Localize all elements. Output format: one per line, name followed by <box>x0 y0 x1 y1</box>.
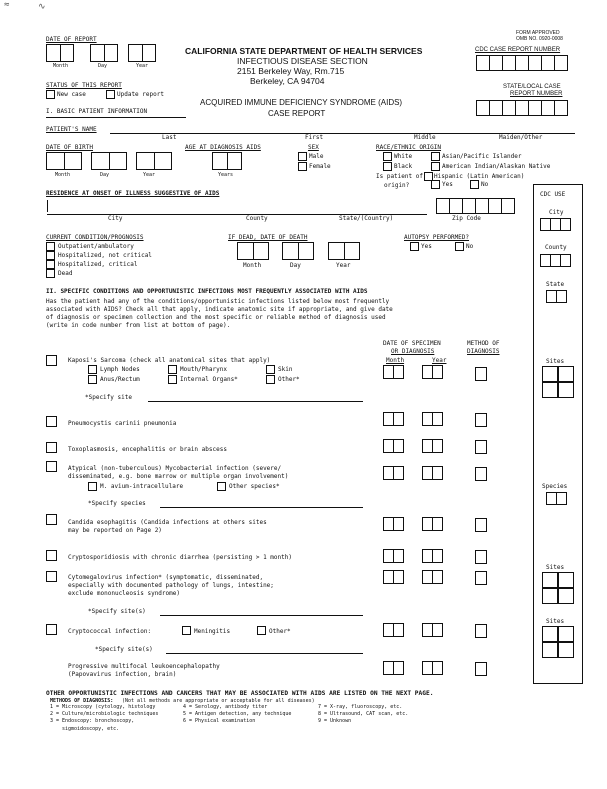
cryptococcal-label: Cryptococcal infection: <box>68 628 152 635</box>
specify-species-label: *Specify species <box>88 500 146 507</box>
residence-label: RESIDENCE AT ONSET OF ILLNESS SUGGESTIVE OF AIDS <box>46 190 220 197</box>
autopsy-yes-checkbox[interactable] <box>410 242 419 251</box>
cdc-state-label: State <box>546 281 565 288</box>
cryptococcal-year-boxes[interactable] <box>422 623 442 637</box>
box-divider <box>64 152 65 170</box>
cdc-county-label: County <box>545 244 567 251</box>
age-at-diagnosis-label: AGE AT DIAGNOSIS AIDS <box>185 144 261 151</box>
city-label: City <box>108 215 123 222</box>
state-local-case-label: STATE/LOCAL CASE <box>503 84 561 90</box>
autopsy-no-label: No <box>466 243 474 250</box>
cmv-method-box[interactable] <box>475 571 487 585</box>
dead-checkbox[interactable] <box>46 269 55 278</box>
report-number-label: REPORT NUMBER <box>510 91 563 97</box>
m-avium-label: M. avium-intracellulare <box>100 483 184 490</box>
autopsy-label: AUTOPSY PERFORMED? <box>404 234 470 241</box>
candida-month-boxes[interactable] <box>383 517 403 531</box>
maiden-name-label: Maiden/Other <box>499 134 543 141</box>
method-1: 1 = Microscopy (cytology, histology <box>50 704 156 710</box>
pneumocystis-label: Pneumocystis carinii pneumonia <box>68 420 177 427</box>
year-header: Year <box>432 357 447 364</box>
state-case-number-boxes[interactable] <box>476 100 567 116</box>
cryptococcal-other-label: Other* <box>269 628 291 635</box>
cdc-use-label: CDC USE <box>540 191 566 198</box>
other-species-checkbox[interactable] <box>217 482 226 491</box>
cryptosporidiosis-method-box[interactable] <box>475 550 487 564</box>
meningitis-checkbox[interactable] <box>182 626 191 635</box>
date-of-report-label: DATE OF REPORT <box>46 36 97 43</box>
atypical-label-2: disseminated, e.g. bone marrow or multiple organ involvement) <box>68 473 289 480</box>
cdc-case-number-boxes[interactable] <box>476 55 567 71</box>
cdc-sites-3-boxes[interactable] <box>543 627 573 657</box>
zip-code-boxes[interactable] <box>436 198 514 214</box>
method-6: 6 = Physical examination <box>183 718 256 724</box>
cryptococcal-checkbox[interactable] <box>46 624 57 635</box>
pml-month-boxes[interactable] <box>383 661 403 675</box>
cmv-label-3: exclude mononucleosis syndrome) <box>68 590 180 597</box>
cryptococcal-other-checkbox[interactable] <box>257 626 266 635</box>
last-name-label: Last <box>162 134 177 141</box>
cdc-sites-3-label: Sites <box>546 618 565 625</box>
dead-label: Dead <box>58 270 73 277</box>
hispanic-no-label: No <box>481 181 489 188</box>
dob-label: DATE OF BIRTH <box>46 144 93 151</box>
sex-label: SEX <box>308 144 319 151</box>
method-3b: sigmoidoscopy, etc. <box>62 726 120 732</box>
divider <box>46 117 186 118</box>
anus-rectum-checkbox[interactable] <box>88 375 97 384</box>
box-divider <box>253 242 254 260</box>
method-9: 9 = Unknown <box>318 718 352 724</box>
date-specimen-header: DATE OF SPECIMEN <box>383 340 441 347</box>
meningitis-label: Meningitis <box>194 628 231 635</box>
atypical-label-1: Atypical (non-tuberculous) Mycobacterial infection (severe/ <box>68 465 282 472</box>
other-species-label: Other species* <box>229 483 280 490</box>
hispanic-question-2: origin? <box>384 182 410 189</box>
report-year-label: Year <box>136 63 149 69</box>
asian-checkbox[interactable] <box>431 152 440 161</box>
section-2-intro-3: of diagnosis or specimen collection and the most specific or reliable method of diagnosis used <box>46 314 386 321</box>
autopsy-no-checkbox[interactable] <box>455 242 464 251</box>
method-7: 7 = X-ray, fluoroscopy, etc. <box>318 704 403 710</box>
hosp-not-critical-label: Hospitalized, not critical <box>58 252 152 259</box>
box-divider <box>60 44 61 62</box>
method-2: 2 = Culture/microbiologic techniques <box>50 711 159 717</box>
state-country-label: State/(Country) <box>339 215 394 222</box>
dob-day-label: Day <box>100 172 110 178</box>
section-1-heading: I. BASIC PATIENT INFORMATION <box>46 108 148 115</box>
american-indian-checkbox[interactable] <box>431 162 440 171</box>
cmv-year-boxes[interactable] <box>422 570 442 584</box>
candida-label-2: may be reported on Page 2) <box>68 527 162 534</box>
mouth-pharynx-label: Mouth/Pharynx <box>180 366 227 373</box>
section-2-intro-4: (write in code number from list at bottom of page). <box>46 322 231 329</box>
death-day-label: Day <box>290 262 301 269</box>
atypical-method-box[interactable] <box>475 467 487 481</box>
department-name: CALIFORNIA STATE DEPARTMENT OF HEALTH SERVICES <box>185 46 423 56</box>
date-diagnosis-header: OR DIAGNOSIS <box>391 348 435 355</box>
report-month-label: Month <box>53 63 69 69</box>
scan-mark: ∿ <box>38 2 46 12</box>
cryptococcal-method-box[interactable] <box>475 624 487 638</box>
method-3a: 3 = Endoscopy: bronchoscopy, <box>50 718 135 724</box>
current-condition-label: CURRENT CONDITION/PROGNOSIS <box>46 234 144 241</box>
asian-label: Asian/Pacific Islander <box>442 153 522 160</box>
first-name-label: First <box>305 134 324 141</box>
form-approved-label: FORM APPROVED <box>516 30 560 36</box>
residence-bracket <box>47 200 48 212</box>
patient-name-label: PATIENT'S NAME <box>46 126 97 133</box>
male-checkbox[interactable] <box>298 152 307 161</box>
cmv-label-1: Cytomegalovirus infection* (symptomatic, disseminated, <box>68 574 264 581</box>
male-label: Male <box>309 153 324 160</box>
female-label: Female <box>309 163 331 170</box>
female-checkbox[interactable] <box>298 162 307 171</box>
other-infections-note: OTHER OPPORTUNISTIC INFECTIONS AND CANCERS THAT MAY BE ASSOCIATED WITH AIDS ARE LISTED ON THE NEXT PAGE. <box>46 690 434 697</box>
cdc-species-boxes[interactable] <box>546 492 566 505</box>
box-divider <box>227 152 228 170</box>
specify-sites-line[interactable] <box>160 615 363 616</box>
section-2-heading: II. SPECIFIC CONDITIONS AND OPPORTUNISTIC INFECTIONS MOST FREQUENTLY ASSOCIATED WITH AIDS <box>46 288 368 295</box>
scan-mark: ≈ <box>4 0 10 10</box>
kaposi-month-boxes[interactable] <box>383 365 403 379</box>
method-header: METHOD OF <box>467 340 500 347</box>
county-label: County <box>246 215 268 222</box>
box-divider <box>154 152 155 170</box>
section-2-intro-1: Has the patient had any of the conditions/opportunistic infections listed below most frequently <box>46 298 390 305</box>
outpatient-label: Outpatient/ambulatory <box>58 243 134 250</box>
date-of-death-label: IF DEAD, DATE OF DEATH <box>228 234 308 241</box>
cdc-species-label: Species <box>542 483 568 490</box>
new-case-checkbox[interactable] <box>46 90 55 99</box>
omb-number: OMB NO. 0920-0008 <box>516 36 563 42</box>
new-case-label: New case <box>57 91 86 98</box>
american-indian-label: American Indian/Alaskan Native <box>442 163 551 170</box>
cdc-county-boxes[interactable] <box>540 254 570 267</box>
hosp-critical-checkbox[interactable] <box>46 260 55 269</box>
middle-name-label: Middle <box>414 134 436 141</box>
method-4: 4 = Serology, antibody titer <box>183 704 268 710</box>
methods-heading: METHODS OF DIAGNOSIS: <box>50 698 114 704</box>
cdc-sites-label: Sites <box>546 358 565 365</box>
black-label: Black <box>394 163 413 170</box>
m-avium-checkbox[interactable] <box>88 482 97 491</box>
pneumocystis-year-boxes[interactable] <box>422 412 442 426</box>
specify-sites-2-line[interactable] <box>166 653 363 654</box>
cmv-month-boxes[interactable] <box>383 570 403 584</box>
pml-method-box[interactable] <box>475 662 487 676</box>
specify-site-line[interactable] <box>148 401 363 402</box>
form-subtitle: CASE REPORT <box>268 109 326 118</box>
pneumocystis-month-boxes[interactable] <box>383 412 403 426</box>
cdc-sites-2-label: Sites <box>546 564 565 571</box>
specify-species-line[interactable] <box>160 507 363 508</box>
box-divider <box>142 44 143 62</box>
black-checkbox[interactable] <box>383 162 392 171</box>
hispanic-question-1: Is patient of <box>376 173 423 180</box>
cdc-sites-boxes[interactable] <box>543 367 573 397</box>
race-label: RACE/ETHNIC ORIGIN <box>376 144 442 151</box>
cdc-case-number-label: CDC CASE REPORT NUMBER <box>475 47 561 53</box>
outpatient-checkbox[interactable] <box>46 242 55 251</box>
methods-note: (Not all methods are appropriate or acceptable for all diseases) <box>122 698 315 704</box>
death-year-label: Year <box>336 262 351 269</box>
internal-organs-checkbox[interactable] <box>168 375 177 384</box>
atypical-year-boxes[interactable] <box>422 466 442 480</box>
autopsy-yes-label: Yes <box>421 243 432 250</box>
cryptococcal-month-boxes[interactable] <box>383 623 403 637</box>
age-years-label: Years <box>218 172 234 178</box>
address-line-1: 2151 Berkeley Way, Rm.715 <box>237 66 345 76</box>
hispanic-label: Hispanic (Latin American) <box>434 173 525 180</box>
candida-method-box[interactable] <box>475 518 487 532</box>
toxoplasmosis-method-box[interactable] <box>475 440 487 454</box>
kaposi-checkbox[interactable] <box>46 355 57 366</box>
cdc-sites-2-boxes[interactable] <box>543 573 573 603</box>
atypical-month-boxes[interactable] <box>383 466 403 480</box>
hosp-critical-label: Hospitalized, critical <box>58 261 138 268</box>
toxoplasmosis-checkbox[interactable] <box>46 442 57 453</box>
method-8: 8 = Ultrasound, CAT scan, etc. <box>318 711 409 717</box>
anus-rectum-label: Anus/Rectum <box>100 376 140 383</box>
death-month-label: Month <box>243 262 262 269</box>
cryptosporidiosis-label: Cryptosporidiosis with chronic diarrhea (persisting > 1 month) <box>68 554 292 561</box>
pml-label-2: (Papovavirus infection, brain) <box>68 671 177 678</box>
kaposi-year-boxes[interactable] <box>422 365 442 379</box>
kaposi-method-box[interactable] <box>475 367 487 381</box>
pml-label-1: Progressive multifocal leukoencephalopathy <box>68 663 220 670</box>
report-day-label: Day <box>98 63 108 69</box>
hispanic-yes-checkbox[interactable] <box>431 180 440 189</box>
hosp-not-critical-checkbox[interactable] <box>46 251 55 260</box>
lymph-nodes-checkbox[interactable] <box>88 365 97 374</box>
mouth-pharynx-checkbox[interactable] <box>168 365 177 374</box>
zip-code-label: Zip Code <box>452 215 481 222</box>
status-label: STATUS OF THIS REPORT <box>46 82 122 89</box>
candida-checkbox[interactable] <box>46 514 57 525</box>
method-5: 5 = Antigen detection, any technique <box>183 711 292 717</box>
cryptosporidiosis-year-boxes[interactable] <box>422 549 442 563</box>
toxoplasmosis-label: Toxoplasmosis, encephalitis or brain abscess <box>68 446 227 453</box>
candida-year-boxes[interactable] <box>422 517 442 531</box>
kaposi-other-checkbox[interactable] <box>266 375 275 384</box>
form-title: ACQUIRED IMMUNE DEFICIENCY SYNDROME (AIDS) <box>200 98 403 107</box>
cryptosporidiosis-checkbox[interactable] <box>46 550 57 561</box>
kaposi-other-label: Other* <box>278 376 300 383</box>
internal-organs-label: Internal Organs* <box>180 376 238 383</box>
kaposi-label: Kaposi's Sarcoma (check all anatomical sites that apply) <box>68 357 271 364</box>
update-report-label: Update report <box>117 91 164 98</box>
month-header: Month <box>386 357 405 364</box>
box-divider <box>104 44 105 62</box>
cdc-city-boxes[interactable] <box>540 218 570 231</box>
cmv-label-2: especially with documented pathology of lungs, intestine; <box>68 582 274 589</box>
box-divider <box>109 152 110 170</box>
pneumocystis-checkbox[interactable] <box>46 416 57 427</box>
pneumocystis-method-box[interactable] <box>475 413 487 427</box>
toxoplasmosis-month-boxes[interactable] <box>383 439 403 453</box>
cmv-checkbox[interactable] <box>46 571 57 582</box>
diagnosis-header: DIAGNOSIS <box>467 348 500 355</box>
lymph-nodes-label: Lymph Nodes <box>100 366 140 373</box>
dob-year-label: Year <box>143 172 156 178</box>
hispanic-no-checkbox[interactable] <box>470 180 479 189</box>
toxoplasmosis-year-boxes[interactable] <box>422 439 442 453</box>
white-label: White <box>394 153 413 160</box>
section-name: INFECTIOUS DISEASE SECTION <box>237 56 368 66</box>
box-divider <box>344 242 345 260</box>
section-2-intro-2: associated with AIDS? Check all that apply, indicate anatomic site if appropriate, and give date <box>46 306 393 313</box>
skin-checkbox[interactable] <box>266 365 275 374</box>
specify-site-label: *Specify site <box>85 394 132 401</box>
specify-sites-label: *Specify site(s) <box>88 608 146 615</box>
specify-sites-2-label: *Specify site(s) <box>95 646 153 653</box>
white-checkbox[interactable] <box>383 152 392 161</box>
skin-label: Skin <box>278 366 293 373</box>
cdc-city-label: City <box>549 209 564 216</box>
update-report-checkbox[interactable] <box>106 90 115 99</box>
hispanic-yes-label: Yes <box>442 181 453 188</box>
cdc-state-boxes[interactable] <box>546 290 566 303</box>
dob-month-label: Month <box>55 172 71 178</box>
pml-year-boxes[interactable] <box>422 661 442 675</box>
address-line-2: Berkeley, CA 94704 <box>250 76 325 86</box>
atypical-checkbox[interactable] <box>46 461 57 472</box>
box-divider <box>298 242 299 260</box>
candida-label-1: Candida esophagitis (Candida infections at others sites <box>68 519 267 526</box>
cryptosporidiosis-month-boxes[interactable] <box>383 549 403 563</box>
